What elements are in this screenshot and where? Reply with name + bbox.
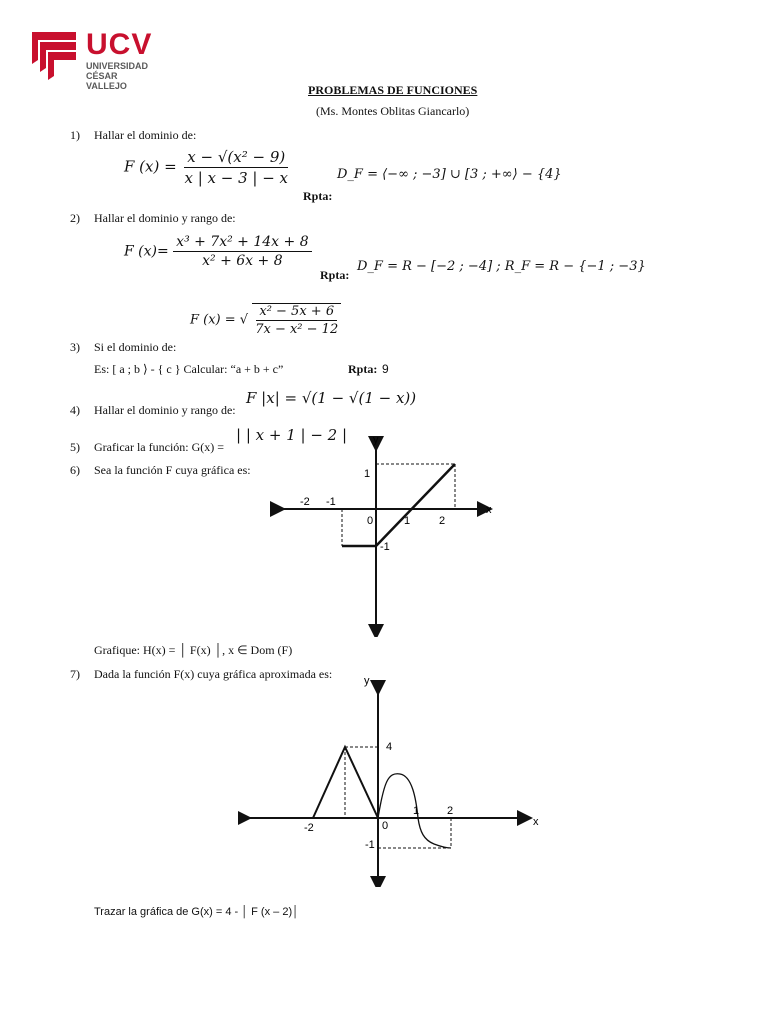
- formula-2-numerator: x³ + 7x² + 14x + 8: [173, 234, 311, 252]
- g7-label-y4: 4: [386, 741, 393, 753]
- problem-6-instruction: Grafique: H(x) = │ F(x) │, x ∈ Dom (F): [94, 643, 293, 657]
- g7-label-one: 1: [413, 805, 420, 817]
- logo-sub-text-1: UNIVERSIDAD: [86, 61, 149, 71]
- g6-label-zero: 0: [367, 515, 374, 527]
- problem-7-instruction: Trazar la gráfica de G(x) = 4 - │ F (x – 2)│: [94, 906, 299, 918]
- g7-label-ym1: -1: [365, 839, 375, 851]
- problem-2-text: Hallar el dominio y rango de:: [94, 211, 236, 225]
- formula-5: | | x + 1 | − 2 |: [236, 426, 348, 444]
- logo-main-text: UCV: [86, 28, 153, 61]
- problem-6-text: Sea la función F cuya gráfica es:: [94, 463, 251, 477]
- graph-problem-6: [270, 432, 510, 637]
- g6-label-one: 1: [404, 515, 411, 527]
- problem-5-text: Graficar la función: G(x) =: [94, 440, 225, 454]
- problem-3-answer: 9: [382, 362, 389, 376]
- problem-1-number: 1): [70, 128, 80, 142]
- problem-3-text: Si el dominio de:: [94, 340, 177, 354]
- problem-4-text: Hallar el dominio y rango de:: [94, 403, 236, 417]
- problem-2-answer: D_F = R − [−2 ; −4] ; R_F = R − {−1 ; −3}: [357, 259, 646, 274]
- g6-label-m1: -1: [326, 496, 336, 508]
- formula-2-fraction: [173, 234, 311, 269]
- formula-2-denominator: x² + 6x + 8: [202, 253, 283, 269]
- problem-2-number: 2): [70, 211, 80, 225]
- formula-1-fraction: [181, 148, 291, 187]
- g7-label-m2: -2: [304, 822, 314, 834]
- formula-2: [124, 234, 312, 269]
- formula-1: [124, 148, 291, 187]
- ucv-shield-icon: [30, 30, 78, 82]
- g6-function-line: [342, 464, 455, 546]
- formula-3-lhs: F (x) = √: [190, 312, 249, 328]
- formula-3-numerator: x² − 5x + 6: [256, 304, 337, 321]
- problem-3-rpta-label: Rpta:: [348, 362, 378, 376]
- university-logo: [30, 28, 160, 91]
- problem-4-number: 4): [70, 403, 80, 417]
- formula-3-fraction: [252, 303, 341, 337]
- graph-problem-7: [238, 672, 548, 887]
- problem-1-answer: D_F = ⟨−∞ ; −3] ∪ [3 ; +∞⟩ − {4}: [337, 167, 562, 182]
- page-title: PROBLEMAS DE FUNCIONES: [308, 83, 478, 97]
- logo-sub-text-2: CÉSAR VALLEJO: [86, 71, 127, 91]
- problem-6-number: 6): [70, 463, 80, 477]
- g7-label-x: x: [533, 816, 539, 828]
- author-line: (Ms. Montes Oblitas Giancarlo): [316, 104, 470, 118]
- formula-2-lhs: F (x)=: [124, 243, 169, 260]
- g6-label-y: y: [373, 434, 379, 446]
- g6-label-y1: 1: [364, 468, 371, 480]
- problem-1-rpta-label: Rpta:: [303, 189, 333, 203]
- g7-label-two: 2: [447, 805, 454, 817]
- g7-label-y: y: [364, 675, 370, 687]
- formula-1-lhs: F (x) =: [124, 157, 177, 176]
- g7-label-zero: 0: [382, 820, 389, 832]
- formula-4: F |x| = √(1 − √(1 − x)): [246, 389, 417, 407]
- problem-1-text: Hallar el dominio de:: [94, 128, 197, 142]
- formula-3: [190, 303, 341, 337]
- formula-1-denominator: x | x − 3 | − x: [184, 169, 289, 187]
- problem-3-line2: Es: [ a ; b ⟩ - { c } Calcular: “a + b + c”: [94, 362, 284, 376]
- problem-2-rpta-label: Rpta:: [320, 268, 350, 282]
- problem-7-number: 7): [70, 667, 80, 681]
- problem-3-number: 3): [70, 340, 80, 354]
- g6-label-x: x: [486, 504, 492, 516]
- g6-label-ym1: -1: [380, 541, 390, 553]
- formula-3-denominator: 7x − x² − 12: [255, 322, 339, 337]
- g6-label-two: 2: [439, 515, 446, 527]
- g6-label-m2: -2: [300, 496, 310, 508]
- problem-5-number: 5): [70, 440, 80, 454]
- problem-7-text: Dada la función F(x) cuya gráfica aproximada es:: [94, 667, 333, 681]
- formula-1-numerator: x − √(x² − 9): [184, 148, 288, 168]
